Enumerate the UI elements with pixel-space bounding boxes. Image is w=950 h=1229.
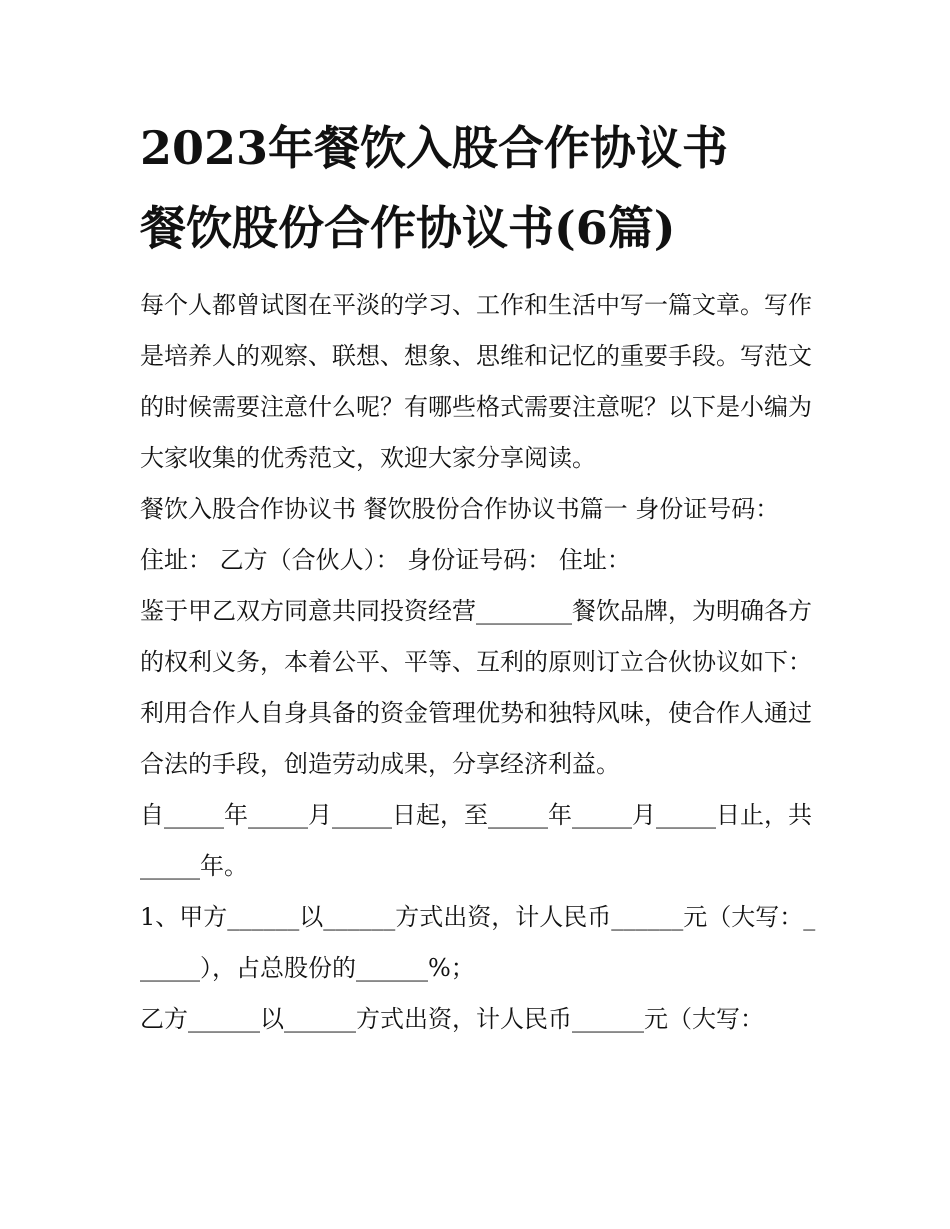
paragraph-intro: 每个人都曾试图在平淡的学习、工作和生活中写一篇文章。写作是培养人的观察、联想、想象、思维和记忆的重要手段。写范文的时候需要注意什么呢？有哪些格式需要注意呢？以下是小编为大家收集的优秀范文，欢迎大家分享阅读。 <box>140 291 812 472</box>
paragraph-address-party-b: 住址： 乙方（合伙人）： 身份证号码： 住址： <box>140 546 631 574</box>
paragraph-agreement-purpose: 鉴于甲乙双方同意共同投资经营________餐饮品牌，为明确各方的权利义务，本着公平、平等、互利的原则订立合伙协议如下： <box>140 597 812 676</box>
paragraph-party-a-capital: 1、甲方______以______方式出资，计人民币______元（大写：______），占总股份的______%； <box>140 903 816 982</box>
document-body <box>140 280 820 1045</box>
document-title-line-2: 餐饮股份合作协议书(6篇) <box>140 201 676 255</box>
paragraph-party-b-capital: 乙方______以______方式出资，计人民币______元（大写： <box>140 1005 764 1033</box>
paragraph-heading-party-a: 餐饮入股合作协议书 餐饮股份合作协议书篇一 身份证号码： <box>140 495 780 523</box>
paragraph-term: 自_____年_____月_____日起，至_____年_____月_____日止，共_____年。 <box>140 801 812 880</box>
document-title-line-1: 2023年餐饮入股合作协议书 <box>140 121 729 175</box>
paragraph-cooperation-goal: 利用合作人自身具备的资金管理优势和独特风味，使合作人通过合法的手段，创造劳动成果，分享经济利益。 <box>140 699 812 778</box>
document-content <box>140 118 820 1045</box>
